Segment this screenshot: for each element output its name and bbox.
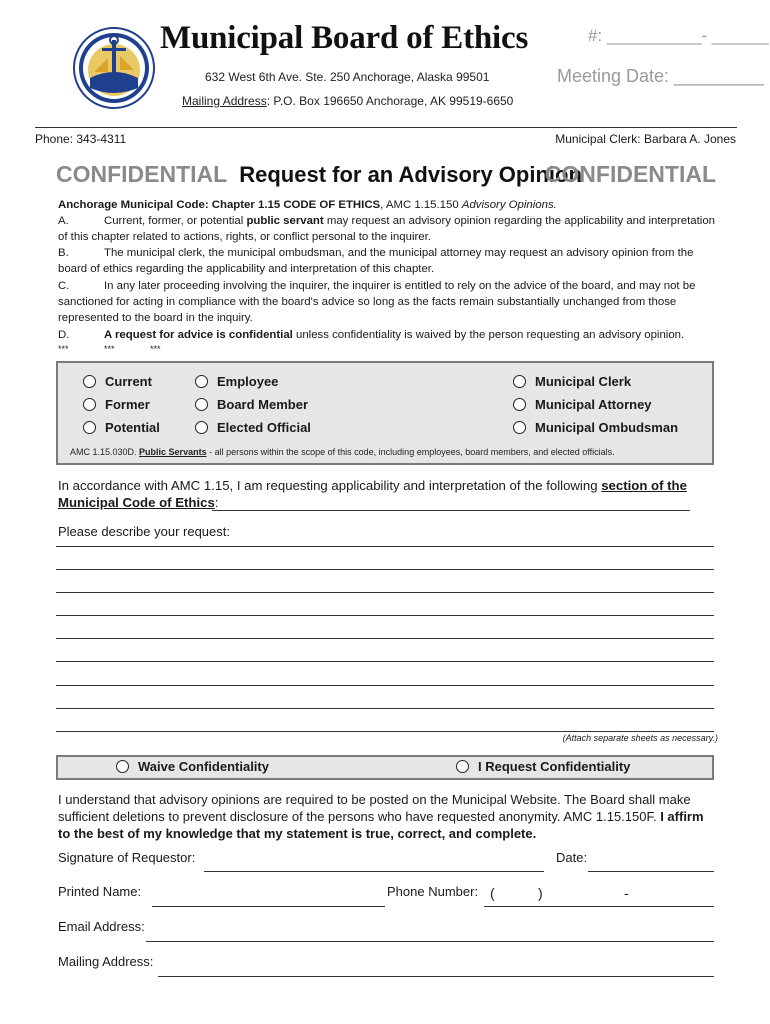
phone-area-close: ) — [538, 885, 543, 901]
requester-type-box — [56, 361, 714, 465]
radio-button[interactable] — [513, 375, 526, 388]
affirm-text: I understand that advisory opinions are required to be posted on the Municipal Website. The Board shall make sufficient deletions to prevent disclosure of the persons who have requested anonymity. AMC 1.15.150F. — [58, 792, 691, 824]
mailing-address-input[interactable] — [158, 976, 714, 977]
request-description-line[interactable] — [56, 615, 714, 616]
clause-a-label: A. — [58, 215, 69, 227]
request-description-line[interactable] — [56, 661, 714, 662]
affirmation-statement — [58, 791, 718, 842]
email-input[interactable] — [146, 941, 714, 942]
option-label: Municipal Ombudsman — [535, 420, 679, 435]
meeting-date-field[interactable]: Meeting Date: _________ — [557, 66, 765, 86]
code-intro-rest: , AMC 1.15.150 — [380, 199, 462, 211]
attach-sheets-note: (Attach separate sheets as necessary.) — [562, 733, 718, 743]
municipality-seal-logo — [72, 26, 156, 110]
printed-name-label: Printed Name: — [58, 884, 142, 899]
case-number-field[interactable]: #: __________- ______ — [588, 26, 769, 45]
office-phone: Phone: 343-4311 — [35, 132, 127, 146]
clause-b-text: The municipal clerk, the municipal ombudsman, and the municipal attorney may request an advisory opinion from the board of ethics regarding the applicability and interpretation of this chapter. — [58, 247, 694, 275]
radio-button[interactable] — [116, 760, 129, 773]
clause-a-bold: public servant — [246, 215, 324, 227]
mailing-address-label: Mailing Address: — [58, 954, 154, 969]
option-municipal-attorney[interactable] — [513, 397, 652, 412]
option-municipal-ombudsman[interactable] — [513, 420, 678, 435]
public-servants-note — [70, 447, 615, 457]
clause-c-text: In any later proceeding involving the inquirer, the inquirer is entitled to rely on the advice of the board, and may not be sanctioned for acting in compliance with the board's advice so long as the facts remain substantially unchanged from those represented to the board in the inquiry. — [58, 280, 696, 324]
office-address: 632 West 6th Ave. Ste. 250 Anchorage, Alaska 99501 — [205, 70, 490, 84]
option-label: Potential — [105, 420, 160, 435]
separator-stars: *** — [58, 344, 69, 354]
header-divider — [35, 127, 737, 128]
option-potential[interactable] — [83, 420, 160, 435]
section-request-statement — [58, 477, 718, 511]
request-description-line[interactable] — [56, 708, 714, 709]
option-label: Board Member — [217, 397, 309, 412]
radio-button[interactable] — [83, 398, 96, 411]
note-bold: Public Servants — [139, 447, 207, 457]
date-label: Date: — [556, 850, 588, 865]
accord-bold: section of the Municipal Code of Ethics — [58, 478, 687, 510]
request-description-line[interactable] — [56, 685, 714, 686]
radio-button[interactable] — [195, 421, 208, 434]
confidential-right: CONFIDENTIAL — [544, 161, 716, 187]
radio-button[interactable] — [195, 398, 208, 411]
date-input[interactable] — [588, 871, 714, 872]
phone-number-label: Phone Number: — [387, 884, 479, 899]
request-description-line[interactable] — [56, 638, 714, 639]
option-label: Municipal Clerk — [535, 374, 632, 389]
option-elected-official[interactable] — [195, 420, 311, 435]
option-label: Former — [105, 397, 150, 412]
phone-area-open: ( — [490, 885, 495, 901]
option-label: Employee — [217, 374, 279, 389]
option-label: Current — [105, 374, 152, 389]
option-label: Elected Official — [217, 420, 311, 435]
option-label: Municipal Attorney — [535, 397, 652, 412]
option-waive-confidentiality[interactable] — [116, 759, 269, 774]
confidential-left: CONFIDENTIAL — [56, 161, 228, 187]
separator-stars: *** — [104, 344, 115, 354]
note-post: - all persons within the scope of this code, including employees, board members, and elected officials. — [206, 447, 615, 457]
code-intro-italic: Advisory Opinions. — [461, 199, 557, 211]
accord-colon: : — [214, 495, 219, 510]
radio-button[interactable] — [513, 398, 526, 411]
note-pre: AMC 1.15.030D. — [70, 447, 140, 457]
clause-d-post: unless confidentiality is waived by the person requesting an advisory opinion. — [292, 329, 685, 341]
clause-d-bold: A request for advice is confidential — [104, 329, 293, 341]
printed-name-input[interactable] — [152, 906, 385, 907]
request-description-line[interactable] — [56, 546, 714, 547]
confidentiality-box — [56, 755, 714, 780]
clause-a-post: may request an advisory opinion regarding the applicability and interpretation of this chapter related to actions, rights, or conflict personal to the inquirer. — [58, 215, 716, 243]
code-section-input[interactable] — [212, 510, 690, 511]
municipal-clerk: Municipal Clerk: Barbara A. Jones — [555, 132, 736, 146]
phone-dash: - — [624, 885, 629, 901]
code-intro-bold: Anchorage Municipal Code: Chapter 1.15 CODE OF ETHICS — [58, 199, 381, 211]
option-label: I Request Confidentiality — [478, 759, 631, 774]
separator-stars: *** — [150, 344, 161, 354]
radio-button[interactable] — [195, 375, 208, 388]
signature-label: Signature of Requestor: — [58, 850, 196, 865]
clause-d-label: D. — [58, 329, 70, 341]
option-employee[interactable] — [195, 374, 278, 389]
request-description-line[interactable] — [56, 592, 714, 593]
option-request-confidentiality[interactable] — [456, 759, 630, 774]
option-board-member[interactable] — [195, 397, 308, 412]
email-label: Email Address: — [58, 919, 145, 934]
clause-a-pre: Current, former, or potential — [104, 215, 247, 227]
radio-button[interactable] — [456, 760, 469, 773]
radio-button[interactable] — [513, 421, 526, 434]
request-description-line[interactable] — [56, 731, 714, 732]
option-current[interactable] — [83, 374, 152, 389]
request-description-line[interactable] — [56, 569, 714, 570]
code-excerpt — [58, 197, 718, 355]
clause-b-label: B. — [58, 247, 69, 259]
describe-request-label: Please describe your request: — [58, 524, 230, 539]
signature-input[interactable] — [204, 871, 544, 872]
form-headline — [56, 161, 716, 188]
mailing-label: Mailing Address — [182, 94, 267, 108]
affirm-bold: I affirm to the best of my knowledge that my statement is true, correct, and complete. — [58, 809, 704, 841]
radio-button[interactable] — [83, 375, 96, 388]
option-former[interactable] — [83, 397, 150, 412]
form-title: Request for an Advisory Opinion — [239, 162, 582, 187]
clause-c-label: C. — [58, 280, 70, 292]
option-municipal-clerk[interactable] — [513, 374, 631, 389]
phone-number-input[interactable] — [484, 906, 714, 907]
organization-title: Municipal Board of Ethics — [160, 20, 529, 56]
mailing-address — [182, 94, 513, 108]
radio-button[interactable] — [83, 421, 96, 434]
option-label: Waive Confidentiality — [138, 759, 269, 774]
mailing-value: : P.O. Box 196650 Anchorage, AK 99519-6650 — [266, 94, 514, 108]
accord-pre: In accordance with AMC 1.15, I am requesting applicability and interpretation of the following — [58, 478, 602, 493]
